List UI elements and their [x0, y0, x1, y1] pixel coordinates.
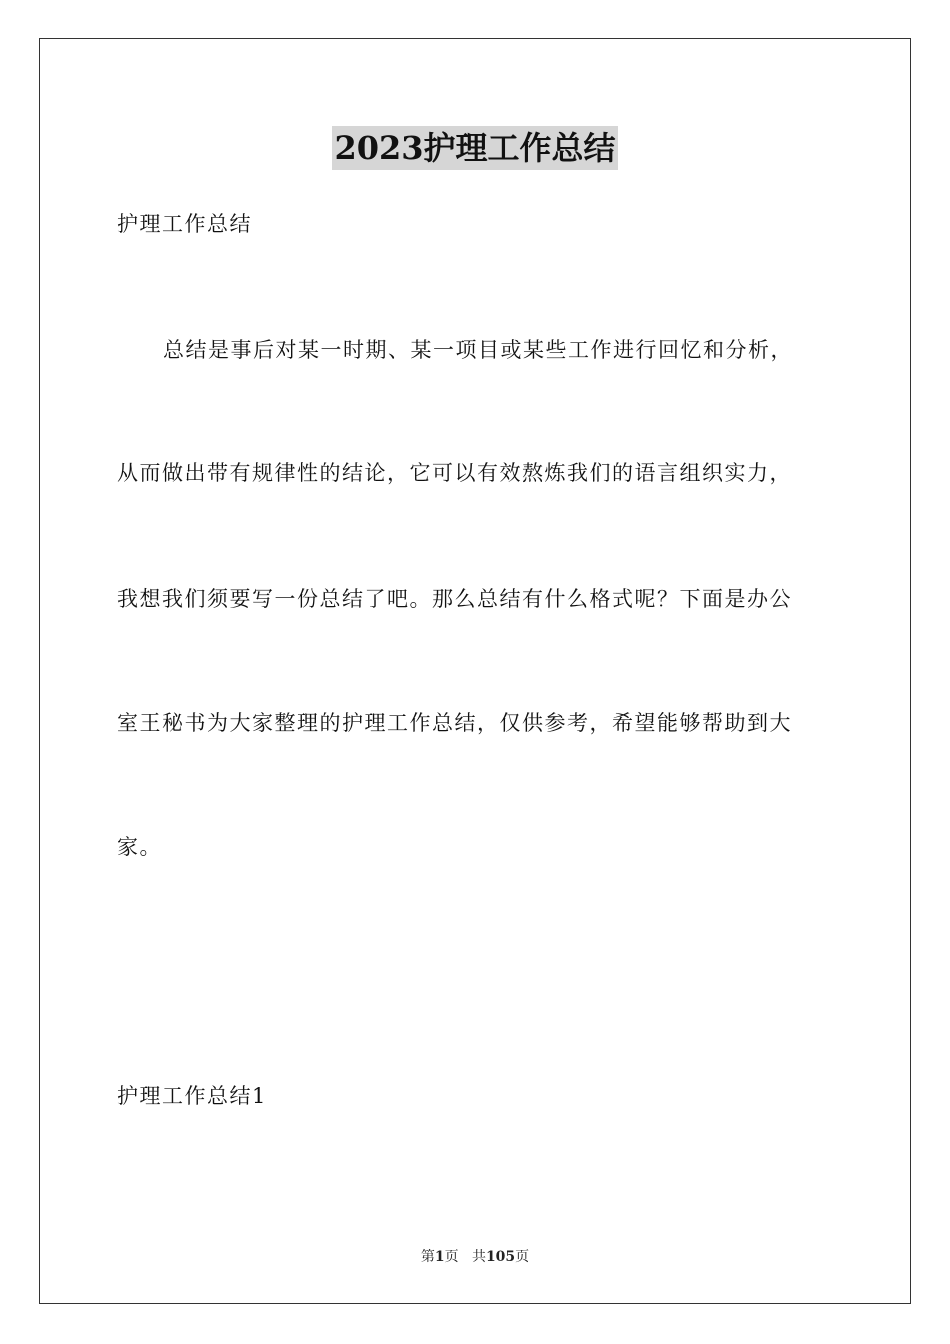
- paragraph-line: 我想我们须要写一份总结了吧。那么总结有什么格式呢？下面是办公: [117, 587, 792, 611]
- paragraph-line: 家。: [117, 835, 162, 859]
- footer-page-number: 1: [434, 1249, 445, 1265]
- paragraph-line: 从而做出带有规律性的结论，它可以有效熬炼我们的语言组织实力，: [117, 461, 792, 485]
- document-title-text: 2023护理工作总结: [332, 126, 617, 170]
- footer-total-prefix: 共: [471, 1249, 486, 1265]
- paragraph-line: 总结是事后对某一时期、某一项目或某些工作进行回忆和分析，: [163, 338, 793, 362]
- paragraph-line: 室王秘书为大家整理的护理工作总结，仅供参考，希望能够帮助到大: [117, 711, 792, 735]
- footer-page-prefix: 第: [420, 1249, 435, 1265]
- document-subtitle: 护理工作总结: [117, 212, 252, 236]
- section-heading: 护理工作总结1: [117, 1084, 267, 1108]
- page-footer: [0, 1247, 950, 1267]
- document-title: [0, 126, 950, 170]
- footer-total-pages: 105: [485, 1249, 516, 1265]
- footer-total-suffix: 页: [515, 1249, 530, 1265]
- footer-page-suffix: 页: [444, 1249, 459, 1265]
